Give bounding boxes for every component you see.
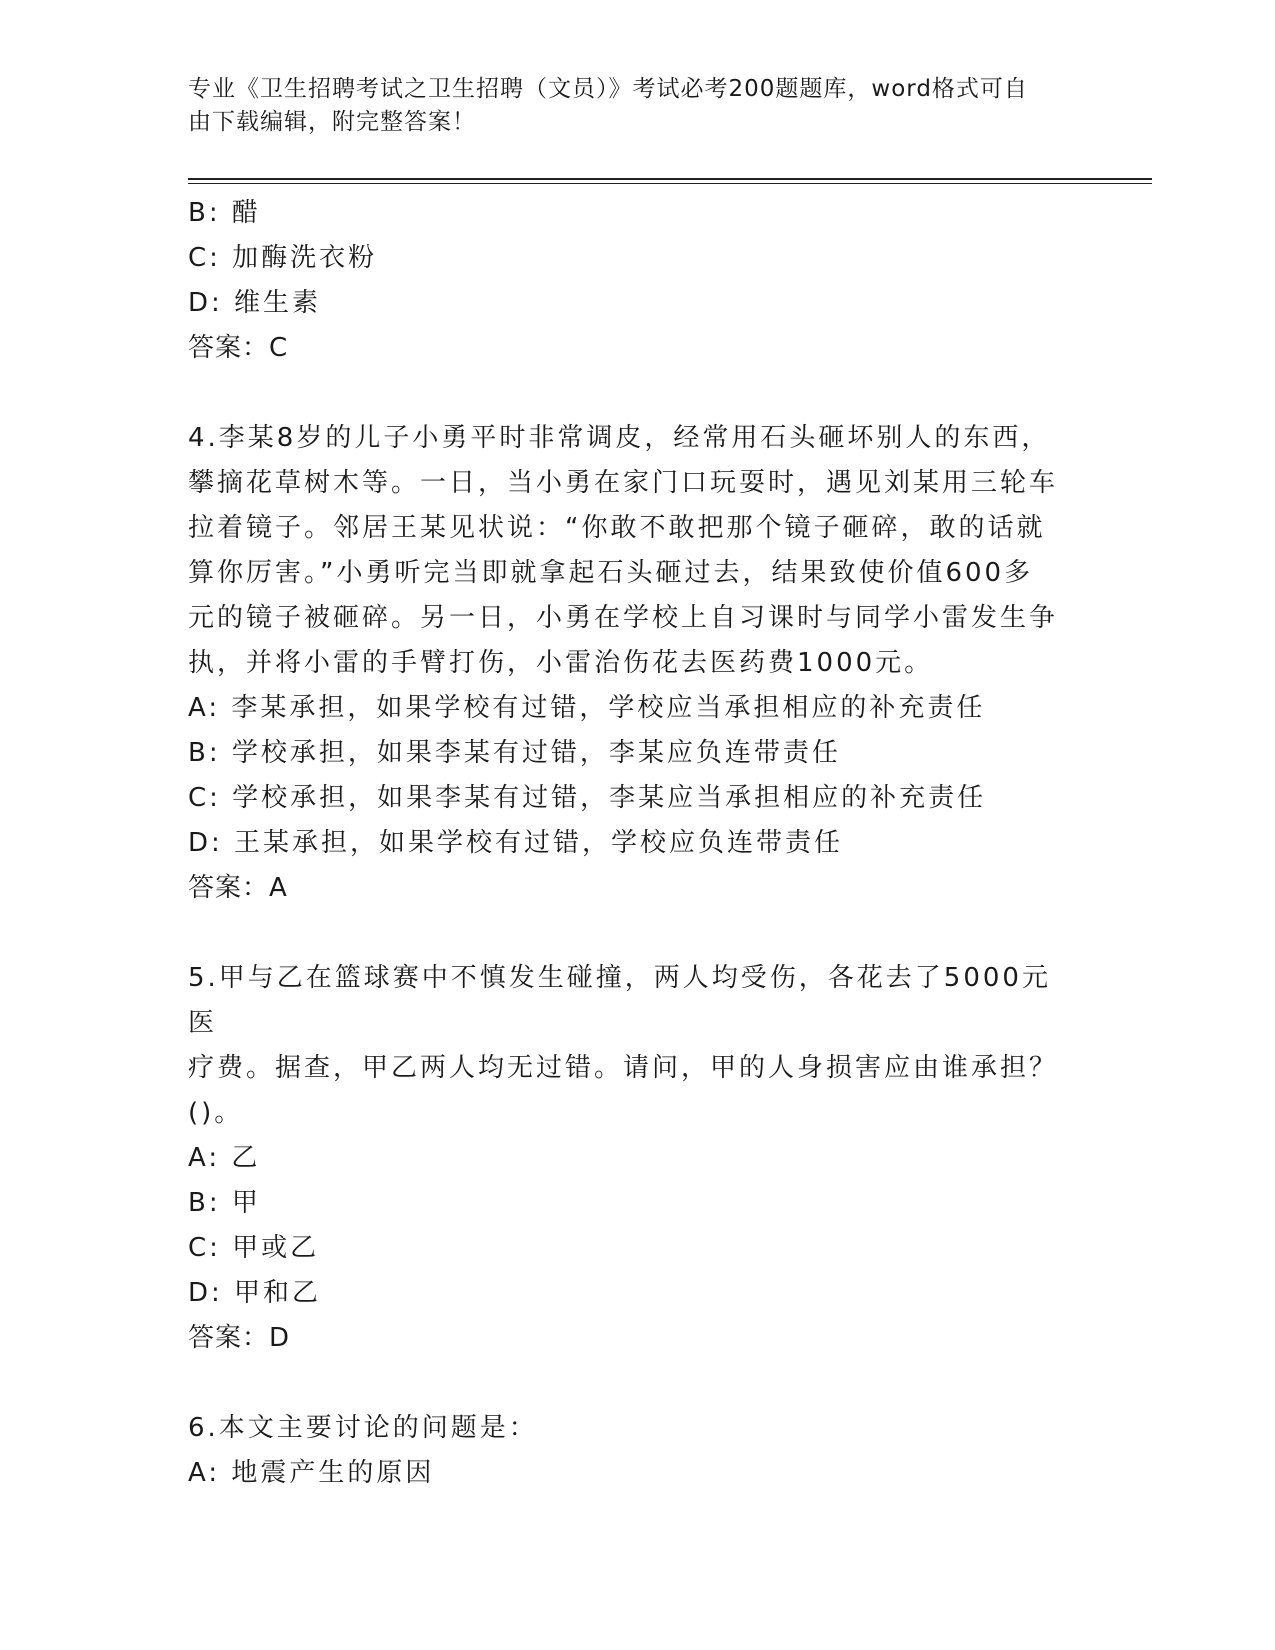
option-c: C: 加酶洗衣粉 bbox=[188, 243, 378, 273]
option-c: C: 甲或乙 bbox=[188, 1233, 320, 1263]
option-a: A: 李某承担，如果学校有过错，学校应当承担相应的补充责任 bbox=[188, 693, 986, 723]
header-divider bbox=[188, 178, 1152, 184]
question-stem-line: 4.李某8岁的儿子小勇平时非常调皮，经常用石头砸坏别人的东西， bbox=[188, 423, 1051, 453]
question-3 bbox=[188, 191, 1068, 371]
header-line-2: 由下载编辑，附完整答案！ bbox=[188, 109, 476, 135]
question-stem-line: 执，并将小雷的手臂打伤，小雷治伤花去医药费1000元。 bbox=[188, 648, 934, 678]
question-stem-line: 拉着镜子。邻居王某见状说：“你敢不敢把那个镜子砸碎，敢的话就 bbox=[188, 513, 1046, 543]
answer-line: 答案：A bbox=[188, 873, 288, 903]
option-d: D: 维生素 bbox=[188, 288, 322, 318]
option-b: B: 学校承担，如果李某有过错，李某应负连带责任 bbox=[188, 738, 841, 768]
option-a: A: 地震产生的原因 bbox=[188, 1458, 435, 1488]
header-line-1: 专业《卫生招聘考试之卫生招聘（文员）》考试必考200题题库，word格式可自 bbox=[188, 76, 1028, 102]
question-stem-line: ()。 bbox=[188, 1098, 244, 1128]
option-a: A: 乙 bbox=[188, 1143, 261, 1173]
option-b: B: 醋 bbox=[188, 198, 261, 228]
question-5 bbox=[188, 956, 1068, 1361]
option-d: D: 甲和乙 bbox=[188, 1278, 322, 1308]
question-stem-line: 6.本文主要讨论的问题是： bbox=[188, 1413, 538, 1443]
question-stem-line: 元的镜子被砸碎。另一日，小勇在学校上自习课时与同学小雷发生争 bbox=[188, 603, 1059, 633]
document-header bbox=[188, 73, 1068, 139]
option-c: C: 学校承担，如果李某有过错，李某应当承担相应的补充责任 bbox=[188, 783, 987, 813]
option-b: B: 甲 bbox=[188, 1188, 261, 1218]
question-stem-line: 5.甲与乙在篮球赛中不慎发生碰撞，两人均受伤，各花去了5000元医 bbox=[188, 963, 1051, 1038]
question-list bbox=[188, 191, 1068, 1496]
answer-line: 答案：D bbox=[188, 1323, 291, 1353]
question-stem-line: 算你厉害。”小勇听完当即就拿起石头砸过去，结果致使价值600多 bbox=[188, 558, 1034, 588]
option-d: D: 王某承担，如果学校有过错，学校应负连带责任 bbox=[188, 828, 844, 858]
question-stem-line: 疗费。据查，甲乙两人均无过错。请问，甲的人身损害应由谁承担？ bbox=[188, 1053, 1059, 1083]
question-stem-line: 攀摘花草树木等。一日，当小勇在家门口玩耍时，遇见刘某用三轮车 bbox=[188, 468, 1059, 498]
answer-line: 答案：C bbox=[188, 333, 289, 363]
question-4 bbox=[188, 416, 1068, 911]
question-6 bbox=[188, 1406, 1068, 1496]
